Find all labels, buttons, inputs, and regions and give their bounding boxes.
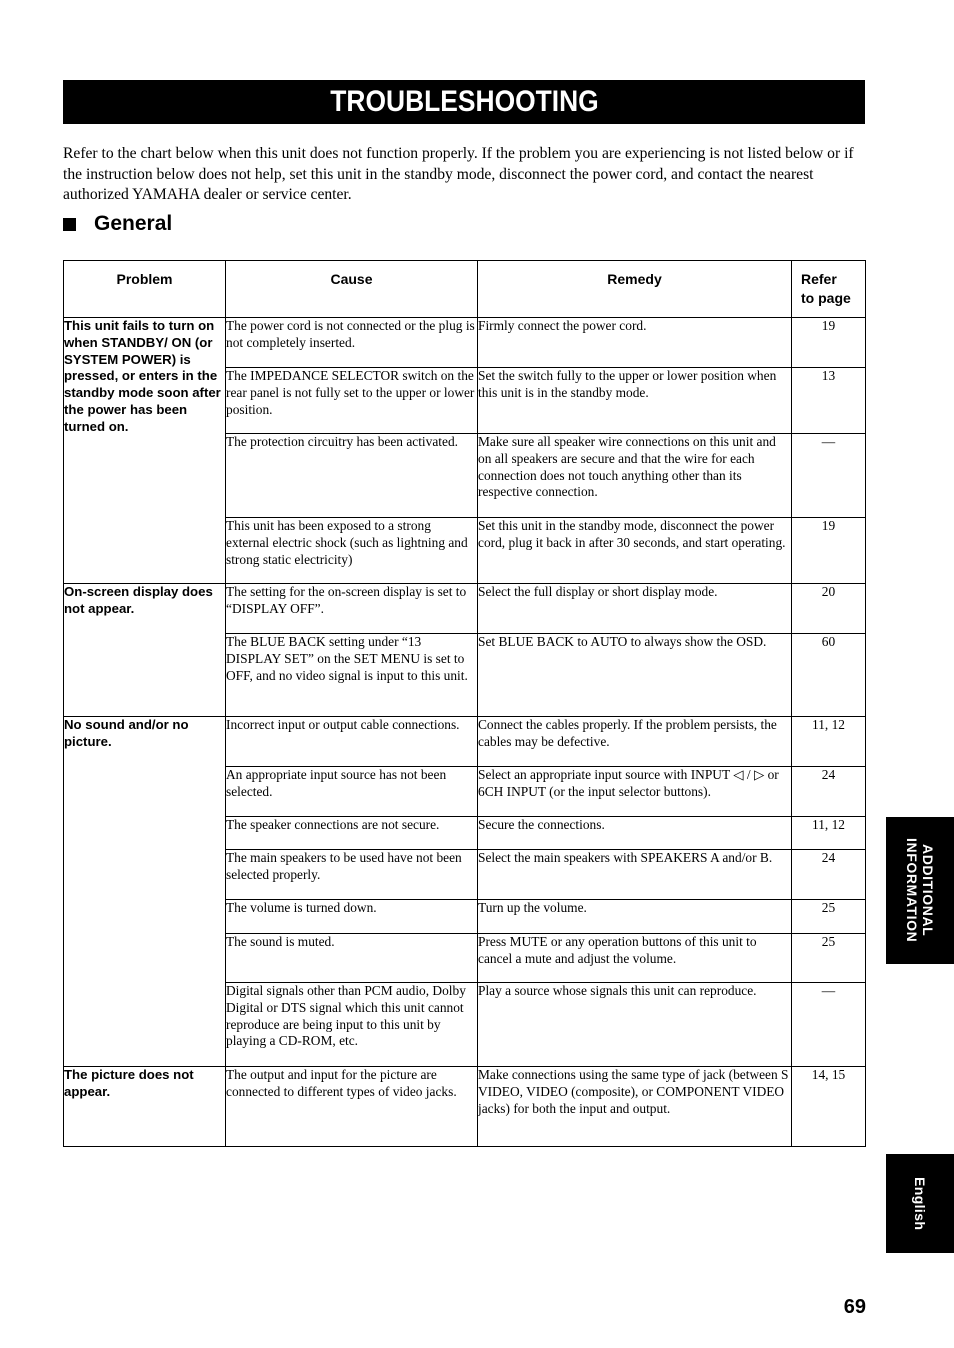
page-ref-cell: — <box>792 434 866 518</box>
side-tab-section-label: ADDITIONAL INFORMATION <box>904 838 936 943</box>
remedy-cell: Set the switch fully to the upper or lower position when this unit is in the standby mode. <box>478 368 792 434</box>
header-remedy: Remedy <box>478 261 792 318</box>
header-cause: Cause <box>226 261 478 318</box>
cause-cell: The protection circuitry has been activated. <box>226 434 478 518</box>
remedy-cell: Select the full display or short display mode. <box>478 584 792 634</box>
page-ref-cell: 60 <box>792 634 866 717</box>
page-ref-cell: 14, 15 <box>792 1067 866 1147</box>
page-ref-cell: 13 <box>792 368 866 434</box>
remedy-cell: Connect the cables properly. If the problem persists, the cables may be defective. <box>478 717 792 767</box>
cause-cell: The BLUE BACK setting under “13 DISPLAY SET” on the SET MENU is set to OFF, and no video signal is input to this unit. <box>226 634 478 717</box>
table-header-row <box>64 261 866 318</box>
intro-paragraph: Refer to the chart below when this unit does not function properly. If the problem you are experiencing is not listed below or if the instruction below does not help, set this unit in the standby mode, disconnect the power cord, and contact the nearest authorized YAMAHA dealer or service center. <box>63 145 854 204</box>
page-ref-cell: 24 <box>792 767 866 817</box>
remedy-cell: Set this unit in the standby mode, disconnect the power cord, plug it back in after 30 seconds, and start operating. <box>478 518 792 584</box>
title-bar <box>63 80 865 124</box>
remedy-cell: Press MUTE or any operation buttons of this unit to cancel a mute and adjust the volume. <box>478 934 792 983</box>
header-problem: Problem <box>64 261 226 318</box>
cause-cell: Incorrect input or output cable connections. <box>226 717 478 767</box>
remedy-cell: Make connections using the same type of jack (between S VIDEO, VIDEO (composite), or COMPONENT VIDEO jacks) for both the input and output. <box>478 1067 792 1147</box>
cause-cell: An appropriate input source has not been selected. <box>226 767 478 817</box>
page-ref-cell: 25 <box>792 900 866 934</box>
table-row <box>64 318 866 368</box>
page-ref-cell: 25 <box>792 934 866 983</box>
page-ref-cell: 20 <box>792 584 866 634</box>
cause-cell: The volume is turned down. <box>226 900 478 934</box>
table-row <box>64 717 866 767</box>
cause-cell: The power cord is not connected or the plug is not completely inserted. <box>226 318 478 368</box>
remedy-cell: Secure the connections. <box>478 817 792 850</box>
page-ref-cell: 24 <box>792 850 866 900</box>
remedy-cell: Make sure all speaker wire connections on this unit and on all speakers are secure and that the wire for each connection does not touch anything other than its respective connection. <box>478 434 792 518</box>
cause-cell: The setting for the on-screen display is set to “DISPLAY OFF”. <box>226 584 478 634</box>
remedy-cell: Firmly connect the power cord. <box>478 318 792 368</box>
section-heading <box>63 212 172 236</box>
cause-cell: The IMPEDANCE SELECTOR switch on the rear panel is not fully set to the upper or lower position. <box>226 368 478 434</box>
cause-cell: This unit has been exposed to a strong external electric shock (such as lightning and strong static electricity) <box>226 518 478 584</box>
remedy-cell: Play a source whose signals this unit can reproduce. <box>478 983 792 1067</box>
cause-cell: The sound is muted. <box>226 934 478 983</box>
problem-cell: This unit fails to turn on when STANDBY/ ON (or SYSTEM POWER) is pressed, or enters in the standby mode soon after the power has been turned on. <box>64 318 226 584</box>
remedy-cell: Select an appropriate input source with INPUT ◁ / ▷ or 6CH INPUT (or the input selector buttons). <box>478 767 792 817</box>
side-tab-language <box>886 1154 954 1253</box>
table-row <box>64 584 866 634</box>
problem-cell: The picture does not appear. <box>64 1067 226 1147</box>
cause-cell: The main speakers to be used have not been selected properly. <box>226 850 478 900</box>
black-square-icon <box>63 218 76 231</box>
page-ref-cell: 19 <box>792 318 866 368</box>
page-number: 69 <box>843 1296 866 1318</box>
page-ref-cell: 11, 12 <box>792 717 866 767</box>
troubleshooting-table <box>63 260 866 1147</box>
cause-cell: The output and input for the picture are connected to different types of video jacks. <box>226 1067 478 1147</box>
cause-cell: The speaker connections are not secure. <box>226 817 478 850</box>
page-title: TROUBLESHOOTING <box>329 85 599 118</box>
side-tab-additional-information <box>886 817 954 964</box>
remedy-cell: Turn up the volume. <box>478 900 792 934</box>
problem-cell: On-screen display does not appear. <box>64 584 226 717</box>
page-ref-cell: — <box>792 983 866 1067</box>
page-ref-cell: 19 <box>792 518 866 584</box>
remedy-cell: Set BLUE BACK to AUTO to always show the OSD. <box>478 634 792 717</box>
problem-cell: No sound and/or no picture. <box>64 717 226 1067</box>
remedy-cell: Select the main speakers with SPEAKERS A and/or B. <box>478 850 792 900</box>
side-tab-language-label: English <box>912 1176 928 1231</box>
page-ref-cell: 11, 12 <box>792 817 866 850</box>
section-title: General <box>94 212 173 235</box>
header-refer-to-page: Refer to page <box>792 261 866 318</box>
table-row <box>64 1067 866 1147</box>
cause-cell: Digital signals other than PCM audio, Dolby Digital or DTS signal which this unit cannot reproduce are being input to this unit by playing a CD-ROM, etc. <box>226 983 478 1067</box>
